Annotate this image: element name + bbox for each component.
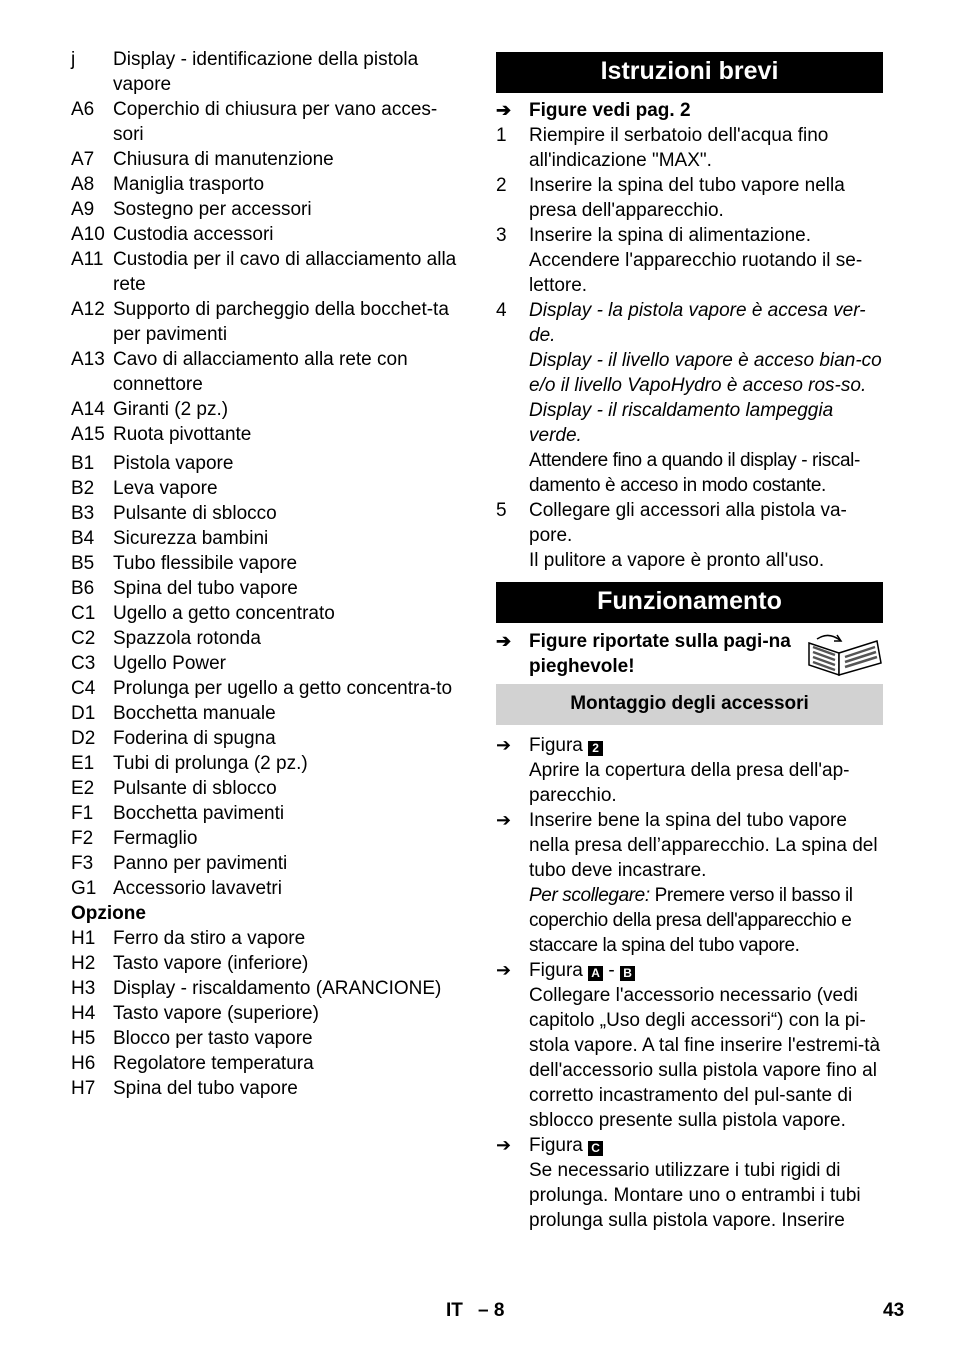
list-item [71,926,463,951]
list-item [71,47,463,97]
item-text: Pistola vapore [113,453,234,474]
item-text: Custodia per il cavo di allacciamento alla rete [113,249,457,295]
list-item [71,676,463,701]
item-code: H5 [71,1028,96,1049]
item-code: A13 [71,349,105,370]
list-item [71,976,463,1001]
fig2-text: Aprire la copertura della presa dell'ap-parecchio. [529,760,850,806]
item-code: C4 [71,678,96,699]
item-text: Sostegno per accessori [113,199,312,220]
step-number: 3 [496,225,507,246]
item-code: C3 [71,653,96,674]
list-item [71,1026,463,1051]
list-item [71,551,463,576]
list-item [71,651,463,676]
list-item [71,247,463,297]
item-code: B4 [71,528,95,549]
step-text: Inserire la spina di alimentazione. Accendere l'apparecchio ruotando il se-lettore. [529,225,863,296]
fold-note: ➔ Figure riportate sulla pagi-na pieghevole! [496,631,791,677]
foldout-page-icon [803,631,883,677]
item-code: F2 [71,828,94,849]
figure-box: B [620,966,635,981]
figure-box: A [588,966,603,981]
list-item [71,876,463,901]
option-heading: Opzione [71,903,146,924]
list-item [71,297,463,347]
arrow-icon: ➔ [496,735,512,755]
fold-note-block [496,629,883,679]
arrow-icon: ➔ [496,1135,512,1155]
step-5: 5 Collegare gli accessori alla pistola va-pore. [496,500,847,546]
item-code: C1 [71,603,96,624]
item-text: Fermaglio [113,828,198,849]
list-item [71,751,463,776]
arrow-icon: ➔ [496,960,512,980]
item-code: D1 [71,703,96,724]
step-4-line: Attendere fino a quando il display - riscal-damento è acceso in modo costante. [529,450,860,496]
section-heading-operation: Funzionamento [496,582,883,623]
component-list [71,47,463,1101]
fig2-step: ➔ Figura 2 [496,733,883,758]
list-item [71,1076,463,1101]
item-text: Regolatore temperatura [113,1053,314,1074]
item-text: Chiusura di manutenzione [113,149,334,170]
list-item [71,776,463,801]
list-item [71,576,463,601]
item-code: E2 [71,778,95,799]
quick-steps [496,123,883,298]
item-code: A8 [71,174,95,195]
component-group-a [71,47,463,447]
figure-box: C [588,1141,603,1156]
item-text: Bocchetta manuale [113,703,276,724]
item-code: A11 [71,249,104,270]
item-code: A15 [71,424,105,445]
instructions-column [496,52,883,1233]
list-item [71,501,463,526]
step-text: Riempire il serbatoio dell'acqua fino all'indicazione "MAX". [529,125,829,171]
step-4-line: Display - il riscaldamento lampeggia verde. [529,400,834,446]
item-text: Sicurezza bambini [113,528,269,549]
list-item [71,826,463,851]
list-item [71,701,463,726]
item-code: C2 [71,628,96,649]
unplug-text: Per scollegare: Premere verso il basso il coperchio della presa dell'apparecchio e staccare la spina del tubo vapore. [529,885,853,956]
item-code: A12 [71,299,105,320]
list-item [71,147,463,172]
item-code: j [71,49,76,70]
item-code: H1 [71,928,96,949]
item-text: Spazzola rotonda [113,628,261,649]
step-item [496,223,883,298]
step-number: 2 [496,175,507,196]
component-group-b [71,451,463,901]
item-text: Giranti (2 pz.) [113,399,229,420]
item-text: Supporto di parcheggio della bocchet-ta per pavimenti [113,299,449,345]
item-code: G1 [71,878,97,899]
item-text: Display - identificazione della pistola vapore [113,49,419,95]
item-text: Accessorio lavavetri [113,878,282,899]
item-text: Tasto vapore (inferiore) [113,953,309,974]
item-code: H3 [71,978,96,999]
list-item [71,626,463,651]
sub-heading: Montaggio degli accessori [496,684,883,725]
step-text: Inserire la spina del tubo vapore nella presa dell'apparecchio. [529,175,845,221]
item-code: H7 [71,1078,96,1099]
item-code: B3 [71,503,95,524]
list-item [71,1001,463,1026]
figAB-step: ➔ Figura A - B [496,958,883,983]
item-text: Leva vapore [113,478,218,499]
step-item [496,173,883,223]
figure-box: 2 [588,741,603,756]
list-item [71,726,463,751]
plug-step: ➔ Inserire bene la spina del tubo vapore nella presa dell’apparecchio. La spina del tubo deve incastrare. [496,810,878,881]
item-text: Pulsante di sblocco [113,778,277,799]
list-item [71,197,463,222]
item-text: Pulsante di sblocco [113,503,277,524]
list-item [71,801,463,826]
item-code: B2 [71,478,95,499]
step-4: 4 Display - la pistola vapore è accesa ver-de. [496,300,866,346]
item-code: H4 [71,1003,96,1024]
item-code: H6 [71,1053,96,1074]
item-code: H2 [71,953,96,974]
list-item [71,526,463,551]
item-text: Coperchio di chiusura per vano acces-sori [113,99,438,145]
item-code: A7 [71,149,95,170]
list-item [71,601,463,626]
footer-language: IT [446,1300,463,1321]
item-code: A10 [71,224,105,245]
item-code: B1 [71,453,95,474]
item-text: Panno per pavimenti [113,853,288,874]
footer-section-page: – 8 [478,1300,505,1321]
item-text: Foderina di spugna [113,728,276,749]
item-code: A14 [71,399,105,420]
list-item [71,97,463,147]
figC-step: ➔ Figura C [496,1133,883,1158]
item-code: B5 [71,553,95,574]
item-text: Ugello a getto concentrato [113,603,335,624]
footer-page-number: 43 [883,1300,905,1321]
arrow-icon: ➔ [496,100,512,120]
step-item [496,123,883,173]
list-item [71,476,463,501]
item-code: F3 [71,853,94,874]
item-text: Maniglia trasporto [113,174,265,195]
step-number: 1 [496,125,507,146]
item-code: F1 [71,803,94,824]
list-item [71,1051,463,1076]
list-item [71,172,463,197]
figures-note: ➔ Figure vedi pag. 2 [496,100,691,121]
item-code: A9 [71,199,95,220]
item-text: Tubi di prolunga (2 pz.) [113,753,308,774]
step-4-line: Display - il livello vapore è acceso bian-co e/o il livello VapoHydro è acceso ros-so. [529,350,882,396]
item-text: Tubo flessibile vapore [113,553,298,574]
list-item [71,951,463,976]
item-text: Custodia accessori [113,224,274,245]
item-code: D2 [71,728,96,749]
item-text: Cavo di allacciamento alla rete con connettore [113,349,408,395]
item-text: Spina del tubo vapore [113,1078,298,1099]
arrow-icon: ➔ [496,810,512,830]
section-heading-quick: Istruzioni brevi [496,52,883,93]
item-text: Ugello Power [113,653,226,674]
component-group-h [71,926,463,1101]
item-text: Ruota pivottante [113,424,252,445]
item-code: A6 [71,99,95,120]
item-text: Spina del tubo vapore [113,578,298,599]
item-text: Prolunga per ugello a getto concentra-to [113,678,453,699]
list-item [71,397,463,422]
list-item [71,222,463,247]
item-text: Tasto vapore (superiore) [113,1003,319,1024]
step-5-line: Il pulitore a vapore è pronto all'uso. [529,550,825,571]
arrow-icon: ➔ [496,631,512,651]
figC-text: Se necessario utilizzare i tubi rigidi di prolunga. Montare uno o entrambi i tubi prolunga sulla pistola vapore. Inserire [529,1160,861,1231]
list-item [71,347,463,397]
item-code: E1 [71,753,95,774]
item-text: Blocco per tasto vapore [113,1028,313,1049]
list-item [71,422,463,447]
list-item [71,851,463,876]
figAB-text: Collegare l'accessorio necessario (vedi capitolo „Uso degli accessori“) con la pi-stola vapore. A tal fine inserire l'estremi-tà dell'accessorio sulla pistola vapore fino al corretto incastramento del pul-sante di sblocco presente sulla pistola vapore. [529,985,881,1131]
item-text: Bocchetta pavimenti [113,803,285,824]
list-item [71,451,463,476]
item-text: Display - riscaldamento (ARANCIONE) [113,978,442,999]
item-text: Ferro da stiro a vapore [113,928,306,949]
item-code: B6 [71,578,95,599]
